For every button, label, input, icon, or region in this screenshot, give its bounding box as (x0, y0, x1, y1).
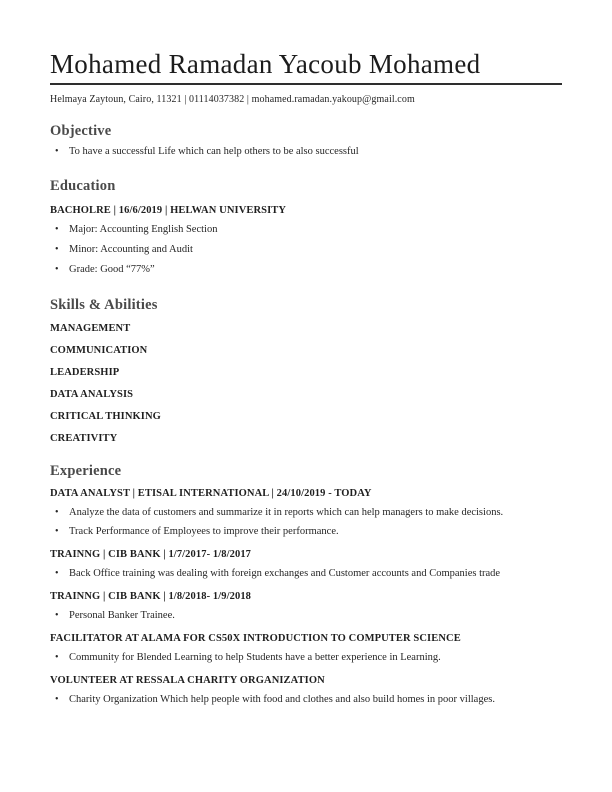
job-bullet-list (50, 606, 562, 625)
section-title-objective: Objective (50, 123, 112, 139)
bullet-text: Charity Organization Which help people with food and clothes and also build homes in poor villages. (69, 694, 495, 705)
job-bullet-list (50, 503, 562, 541)
bullet-item (50, 522, 562, 541)
section-experience (50, 463, 562, 709)
skill-item: COMMUNICATION (50, 345, 148, 356)
job-heading: DATA ANALYST | ETISAL INTERNATIONAL | 24/10/2019 - TODAY (50, 488, 372, 499)
section-skills (50, 297, 562, 446)
header-rule (50, 83, 562, 85)
bullet-icon: • (55, 694, 59, 705)
skill-item: CRITICAL THINKING (50, 411, 161, 422)
bullet-item (50, 690, 562, 709)
bullet-text: Grade: Good “77%” (69, 264, 155, 275)
bullet-text: Personal Banker Trainee. (69, 610, 175, 621)
bullet-text: Minor: Accounting and Audit (69, 244, 193, 255)
job-bullet-list (50, 690, 562, 709)
job-entry (50, 674, 562, 709)
job-bullet-list (50, 564, 562, 583)
resume-header (50, 49, 562, 106)
objective-bullet-list (50, 142, 562, 161)
bullet-item (50, 260, 562, 280)
bullet-icon: • (55, 224, 59, 235)
bullet-item (50, 503, 562, 522)
section-title-skills: Skills & Abilities (50, 297, 158, 313)
skill-item: MANAGEMENT (50, 323, 131, 334)
bullet-text: To have a successful Life which can help others to be also successful (69, 146, 359, 157)
bullet-text: Track Performance of Employees to improve their performance. (69, 526, 339, 537)
bullet-item (50, 240, 562, 260)
education-bullet-list (50, 220, 562, 280)
bullet-text: Analyze the data of customers and summarize it in reports which can help managers to make decisions. (69, 507, 504, 518)
bullet-item (50, 564, 562, 583)
job-heading: VOLUNTEER AT RESSALA CHARITY ORGANIZATION (50, 675, 325, 686)
bullet-text: Community for Blended Learning to help Students have a better experience in Learning. (69, 652, 441, 663)
job-entry (50, 590, 562, 625)
job-heading: TRAINNG | CIB BANK | 1/7/2017- 1/8/2017 (50, 549, 252, 560)
job-heading: TRAINNG | CIB BANK | 1/8/2018- 1/9/2018 (50, 591, 252, 602)
skill-item: CREATIVITY (50, 433, 118, 444)
bullet-icon: • (55, 507, 59, 518)
skill-item: DATA ANALYSIS (50, 389, 134, 400)
bullet-item (50, 606, 562, 625)
degree-heading: BACHOLRE | 16/6/2019 | HELWAN UNIVERSITY (50, 205, 287, 216)
section-education (50, 178, 562, 280)
section-objective (50, 123, 562, 161)
bullet-icon: • (55, 146, 59, 157)
bullet-icon: • (55, 652, 59, 663)
person-name: Mohamed Ramadan Yacoub Mohamed (50, 49, 481, 79)
bullet-icon: • (55, 610, 59, 621)
bullet-item (50, 142, 562, 161)
section-title-experience: Experience (50, 463, 122, 479)
bullet-item (50, 220, 562, 240)
bullet-icon: • (55, 526, 59, 537)
job-entry (50, 548, 562, 583)
bullet-item (50, 648, 562, 667)
job-heading: FACILITATOR AT ALAMA FOR CS50X INTRODUCTION TO COMPUTER SCIENCE (50, 633, 461, 644)
bullet-icon: • (55, 568, 59, 579)
bullet-icon: • (55, 244, 59, 255)
bullet-text: Major: Accounting English Section (69, 224, 218, 235)
job-bullet-list (50, 648, 562, 667)
job-entry (50, 487, 562, 541)
contact-info: Helmaya Zaytoun, Cairo, 11321 | 01114037382 | mohamed.ramadan.yakoup@gmail.com (50, 94, 415, 105)
bullet-text: Back Office training was dealing with foreign exchanges and Customer accounts and Companies trade (69, 568, 501, 579)
skill-item: LEADERSHIP (50, 367, 120, 378)
section-title-education: Education (50, 178, 116, 194)
bullet-icon: • (55, 264, 59, 275)
job-entry (50, 632, 562, 667)
